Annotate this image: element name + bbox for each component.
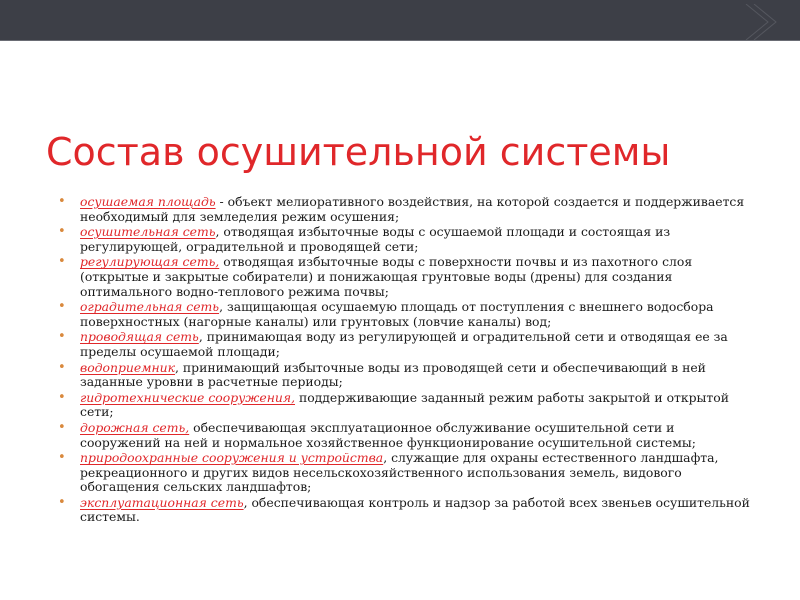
- top-bar: [0, 0, 800, 40]
- component-list: [54, 195, 754, 525]
- corner-decoration-icon: [740, 4, 780, 40]
- list-item-text: поддерживающие заданный режим работы закрытой и открытой сети;: [80, 389, 729, 420]
- list-item: [54, 225, 754, 254]
- bullet-icon: •: [58, 359, 66, 375]
- list-item: [54, 195, 754, 224]
- list-item: [54, 255, 754, 299]
- bullet-icon: •: [58, 329, 66, 345]
- list-item-term: природоохранные сооружения и устройства: [80, 450, 384, 466]
- list-item-text: отводящая избыточные воды с поверхности почвы и из пахотного слоя (открытые и закрытые собиратели) и понижающая грунтовые воды (дрены) для создания оптимального водно-теплового режима почвы;: [80, 254, 693, 299]
- list-item-term: водоприемник: [80, 359, 176, 375]
- list-item-term: осушаемая площадь: [80, 194, 216, 209]
- list-item: [54, 391, 754, 420]
- list-item-text: , обеспечивающая контроль и надзор за работой всех звеньев осушительной системы.: [80, 494, 750, 525]
- list-item-term: эксплуатационная сеть: [80, 494, 244, 510]
- slide-body: [54, 195, 754, 526]
- list-item-term: дорожная сеть,: [80, 419, 190, 435]
- list-item-text: , служащие для охраны естественного ландшафта, рекреационного и других видов несельскохозяйственного использования земель, видового обогащения сельских ландшафтов;: [80, 450, 719, 495]
- list-item-text: , защищающая осушаемую площадь от поступления с внешнего водосбора поверхностных (нагорные каналы) или грунтовых (ловчие каналы) вод;: [80, 299, 714, 329]
- list-item-term: гидротехнические сооружения,: [80, 389, 296, 405]
- bullet-icon: •: [58, 254, 66, 270]
- bullet-icon: •: [58, 419, 66, 435]
- list-item: [54, 361, 754, 390]
- list-item-term: осушительная сеть: [80, 224, 216, 240]
- bullet-icon: •: [58, 494, 66, 510]
- list-item: [54, 421, 754, 450]
- list-item-term: регулирующая сеть,: [80, 254, 220, 270]
- list-item-text: обеспечивающая эксплуатационное обслуживание осушительной сети и сооружений на ней и нормальное хозяйственное функционирование осушительной системы;: [80, 419, 696, 450]
- list-item-text: , отводящая избыточные воды с осушаемой площади и состоящая из регулирующей, оградительной и проводящей сети;: [80, 224, 671, 254]
- list-item-text: - объект мелиоративного воздействия, на которой создается и поддерживается необходимый для земледелия режим осушения;: [80, 194, 745, 224]
- list-item-term: оградительная сеть: [80, 299, 220, 315]
- bullet-icon: •: [58, 194, 66, 209]
- top-bar-divider: [0, 40, 800, 41]
- list-item: [54, 330, 754, 359]
- list-item: [54, 451, 754, 495]
- bullet-icon: •: [58, 224, 66, 240]
- list-item-text: , принимающий избыточные воды из проводящей сети и обеспечивающий в ней заданные уровни в расчетные периоды;: [80, 359, 706, 390]
- list-item: [54, 496, 754, 525]
- bullet-icon: •: [58, 299, 66, 315]
- bullet-icon: •: [58, 450, 66, 466]
- list-item-text: , принимающая воду из регулирующей и оградительной сети и отводящая ее за пределы осушаемой площади;: [80, 329, 728, 359]
- slide-title: Состав осушительной системы: [46, 130, 671, 174]
- list-item: [54, 300, 754, 329]
- list-item-term: проводящая сеть: [80, 329, 199, 345]
- bullet-icon: •: [58, 389, 66, 405]
